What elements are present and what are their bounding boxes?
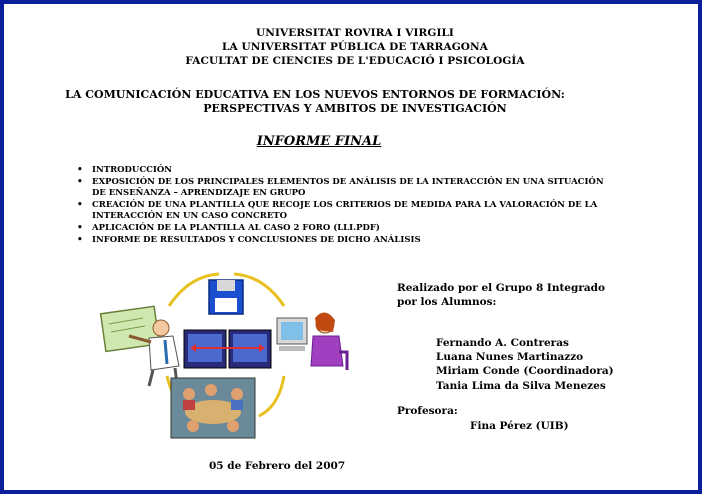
- university-line-1: UNIVERSITAT ROVIRA I VIRGILI: [256, 27, 454, 39]
- authors-intro-line-2: por los Alumnos:: [397, 296, 497, 308]
- topic-text: EXPOSICIÓN DE LOS PRINCIPALES ELEMENTOS DE ANÁLISIS DE LA INTERACCIÓN EN UNA SITUACIÓN DE ENSEÑANZA – APRENDIZAJE EN GRUPO: [92, 176, 604, 199]
- university-header: [4, 26, 702, 68]
- topic-text: INTRODUCCIÓN: [92, 165, 173, 175]
- student-name: Miriam Conde (Coordinadora): [436, 365, 614, 378]
- course-title-line-2: PERSPECTIVAS Y AMBITOS DE INVESTIGACIÓN: [203, 102, 507, 115]
- university-line-2: LA UNIVERSITAT PÚBLICA DE TARRAGONA: [222, 41, 488, 53]
- teacher-at-board-icon: [101, 306, 179, 386]
- report-date: 05 de Febrero del 2007: [209, 460, 346, 472]
- student-name: Tania Lima da Silva Menezes: [436, 379, 606, 392]
- clipart-illustration: [99, 266, 354, 441]
- bullet-icon: •: [77, 176, 83, 187]
- course-title: [4, 88, 702, 116]
- networked-computers-icon: [184, 330, 271, 368]
- students-list: [436, 336, 614, 393]
- professor-label: Profesora:: [397, 405, 458, 417]
- professor-name: Fina Pérez (UIB): [470, 420, 569, 432]
- floppy-disk-icon: [209, 280, 243, 314]
- authors-intro: [397, 281, 605, 309]
- topic-text: APLICACIÓN DE LA PLANTILLA AL CASO 2 FORO (LLI.PDF): [92, 222, 380, 233]
- student-name: Luana Nunes Martinazzo: [436, 351, 584, 364]
- list-item: [77, 222, 612, 235]
- woman-at-computer-icon: [277, 312, 347, 370]
- list-item: [77, 165, 612, 177]
- bullet-icon: •: [77, 165, 83, 175]
- bullet-icon: •: [77, 234, 83, 245]
- university-line-3: FACULTAT DE CIENCIES DE L'EDUCACIÓ I PSICOLOGÍA: [185, 55, 525, 67]
- student-name: Fernando A. Contreras: [436, 337, 569, 349]
- list-item: [77, 199, 612, 223]
- list-item: [77, 176, 612, 200]
- topic-text: INFORME DE RESULTADOS Y CONCLUSIONES DE DICHO ANÁLISIS: [92, 234, 421, 245]
- group-meeting-icon: [171, 378, 255, 438]
- list-item: [77, 234, 612, 247]
- topic-text: CREACIÓN DE UNA PLANTILLA QUE RECOJE LOS CRITERIOS DE MEDIDA PARA LA VALORACIÓN DE LA INTERACCIÓN EN UN CASO CONCRETO: [92, 199, 598, 222]
- authors-intro-line-1: Realizado por el Grupo 8 Integrado: [397, 282, 606, 294]
- topics-list: [77, 165, 612, 246]
- bullet-icon: •: [77, 199, 83, 210]
- bullet-icon: •: [77, 222, 83, 233]
- course-title-line-1: LA COMUNICACIÓN EDUCATIVA EN LOS NUEVOS ENTORNOS DE FORMACIÓN:: [65, 88, 565, 101]
- report-title: INFORME FINAL: [256, 134, 382, 149]
